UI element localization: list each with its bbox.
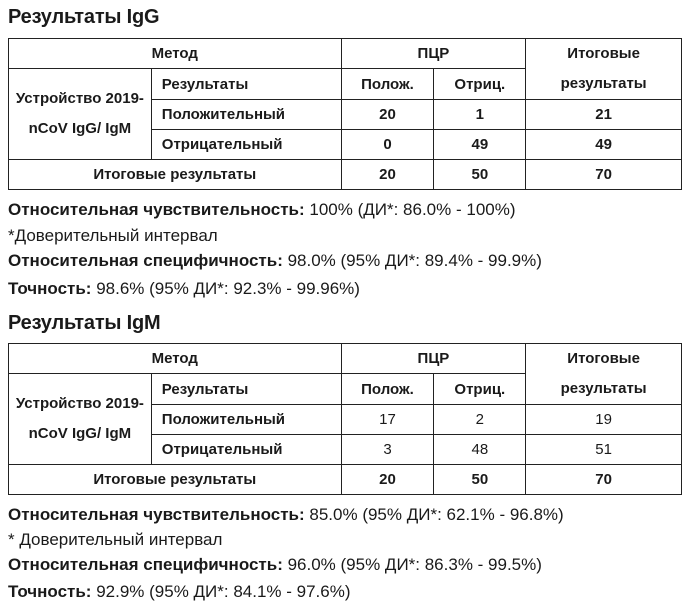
igm-results-table [8, 343, 682, 495]
table-row [9, 344, 682, 374]
igg-results-table [8, 38, 682, 190]
totals-pos-cell: 20 [341, 465, 434, 495]
accuracy-value: 98.6% (95% ДИ*: 92.3% - 99.96%) [91, 279, 360, 298]
sensitivity-label: Относительная чувствительность: [8, 200, 305, 219]
negative-total-cell: 49 [526, 130, 682, 160]
igg-accuracy [8, 279, 360, 299]
positive-pos-cell: 17 [341, 405, 434, 435]
negative-total-cell: 51 [526, 435, 682, 465]
igm-title: Результаты IgM [8, 312, 161, 334]
negative-neg-cell: 48 [434, 435, 526, 465]
totals-neg-cell: 50 [434, 160, 526, 190]
totals-row-label: Итоговые результаты [9, 160, 342, 190]
accuracy-label: Точность: [8, 582, 92, 601]
negative-pos-cell: 3 [341, 435, 434, 465]
igg-title: Результаты IgG [8, 6, 160, 28]
sensitivity-value: 85.0% (95% ДИ*: 62.1% - 96.8%) [304, 505, 564, 524]
pcr-negative-header: Отриц. [434, 69, 526, 100]
positive-pos-cell: 20 [341, 100, 434, 130]
device-cell: Устройство 2019-nCoV IgG/ IgM [9, 374, 152, 465]
totals-total-cell: 70 [526, 465, 682, 495]
method-header: Метод [9, 344, 342, 374]
positive-total-cell: 21 [526, 100, 682, 130]
specificity-value: 96.0% (95% ДИ*: 86.3% - 99.5%) [282, 555, 542, 574]
igm-ci-note: * Доверительный интервал [8, 530, 223, 549]
negative-row-label: Отрицательный [151, 130, 341, 160]
positive-row-label: Положительный [151, 405, 341, 435]
positive-total-cell: 19 [526, 405, 682, 435]
negative-pos-cell: 0 [341, 130, 434, 160]
table-row [9, 465, 682, 495]
positive-neg-cell: 1 [434, 100, 526, 130]
results-header: Результаты [151, 69, 341, 100]
igg-ci-note: *Доверительный интервал [8, 226, 218, 245]
specificity-label: Относительная специфичность: [8, 555, 283, 574]
totals-row-label: Итоговые результаты [9, 465, 342, 495]
final-results-header: Итоговые результаты [526, 344, 682, 405]
method-header: Метод [9, 39, 342, 69]
accuracy-label: Точность: [8, 279, 92, 298]
sensitivity-label: Относительная чувствительность: [8, 505, 305, 524]
pcr-positive-header: Полож. [341, 69, 434, 100]
pcr-header: ПЦР [341, 39, 526, 69]
results-header: Результаты [151, 374, 341, 405]
device-cell: Устройство 2019-nCoV IgG/ IgM [9, 69, 152, 160]
specificity-label: Относительная специфичность: [8, 251, 283, 270]
accuracy-value: 92.9% (95% ДИ*: 84.1% - 97.6%) [91, 582, 351, 601]
pcr-negative-header: Отриц. [434, 374, 526, 405]
table-row [9, 160, 682, 190]
totals-pos-cell: 20 [341, 160, 434, 190]
positive-neg-cell: 2 [434, 405, 526, 435]
pcr-header: ПЦР [341, 344, 526, 374]
final-results-header: Итоговые результаты [526, 39, 682, 100]
igm-sensitivity [8, 505, 564, 525]
specificity-value: 98.0% (95% ДИ*: 89.4% - 99.9%) [282, 251, 542, 270]
pcr-positive-header: Полож. [341, 374, 434, 405]
positive-row-label: Положительный [151, 100, 341, 130]
igm-accuracy [8, 582, 351, 602]
sensitivity-value: 100% (ДИ*: 86.0% - 100%) [304, 200, 516, 219]
negative-row-label: Отрицательный [151, 435, 341, 465]
negative-neg-cell: 49 [434, 130, 526, 160]
igm-specificity [8, 555, 542, 575]
igg-specificity [8, 251, 542, 271]
table-row [9, 39, 682, 69]
totals-neg-cell: 50 [434, 465, 526, 495]
totals-total-cell: 70 [526, 160, 682, 190]
igg-sensitivity [8, 200, 516, 220]
